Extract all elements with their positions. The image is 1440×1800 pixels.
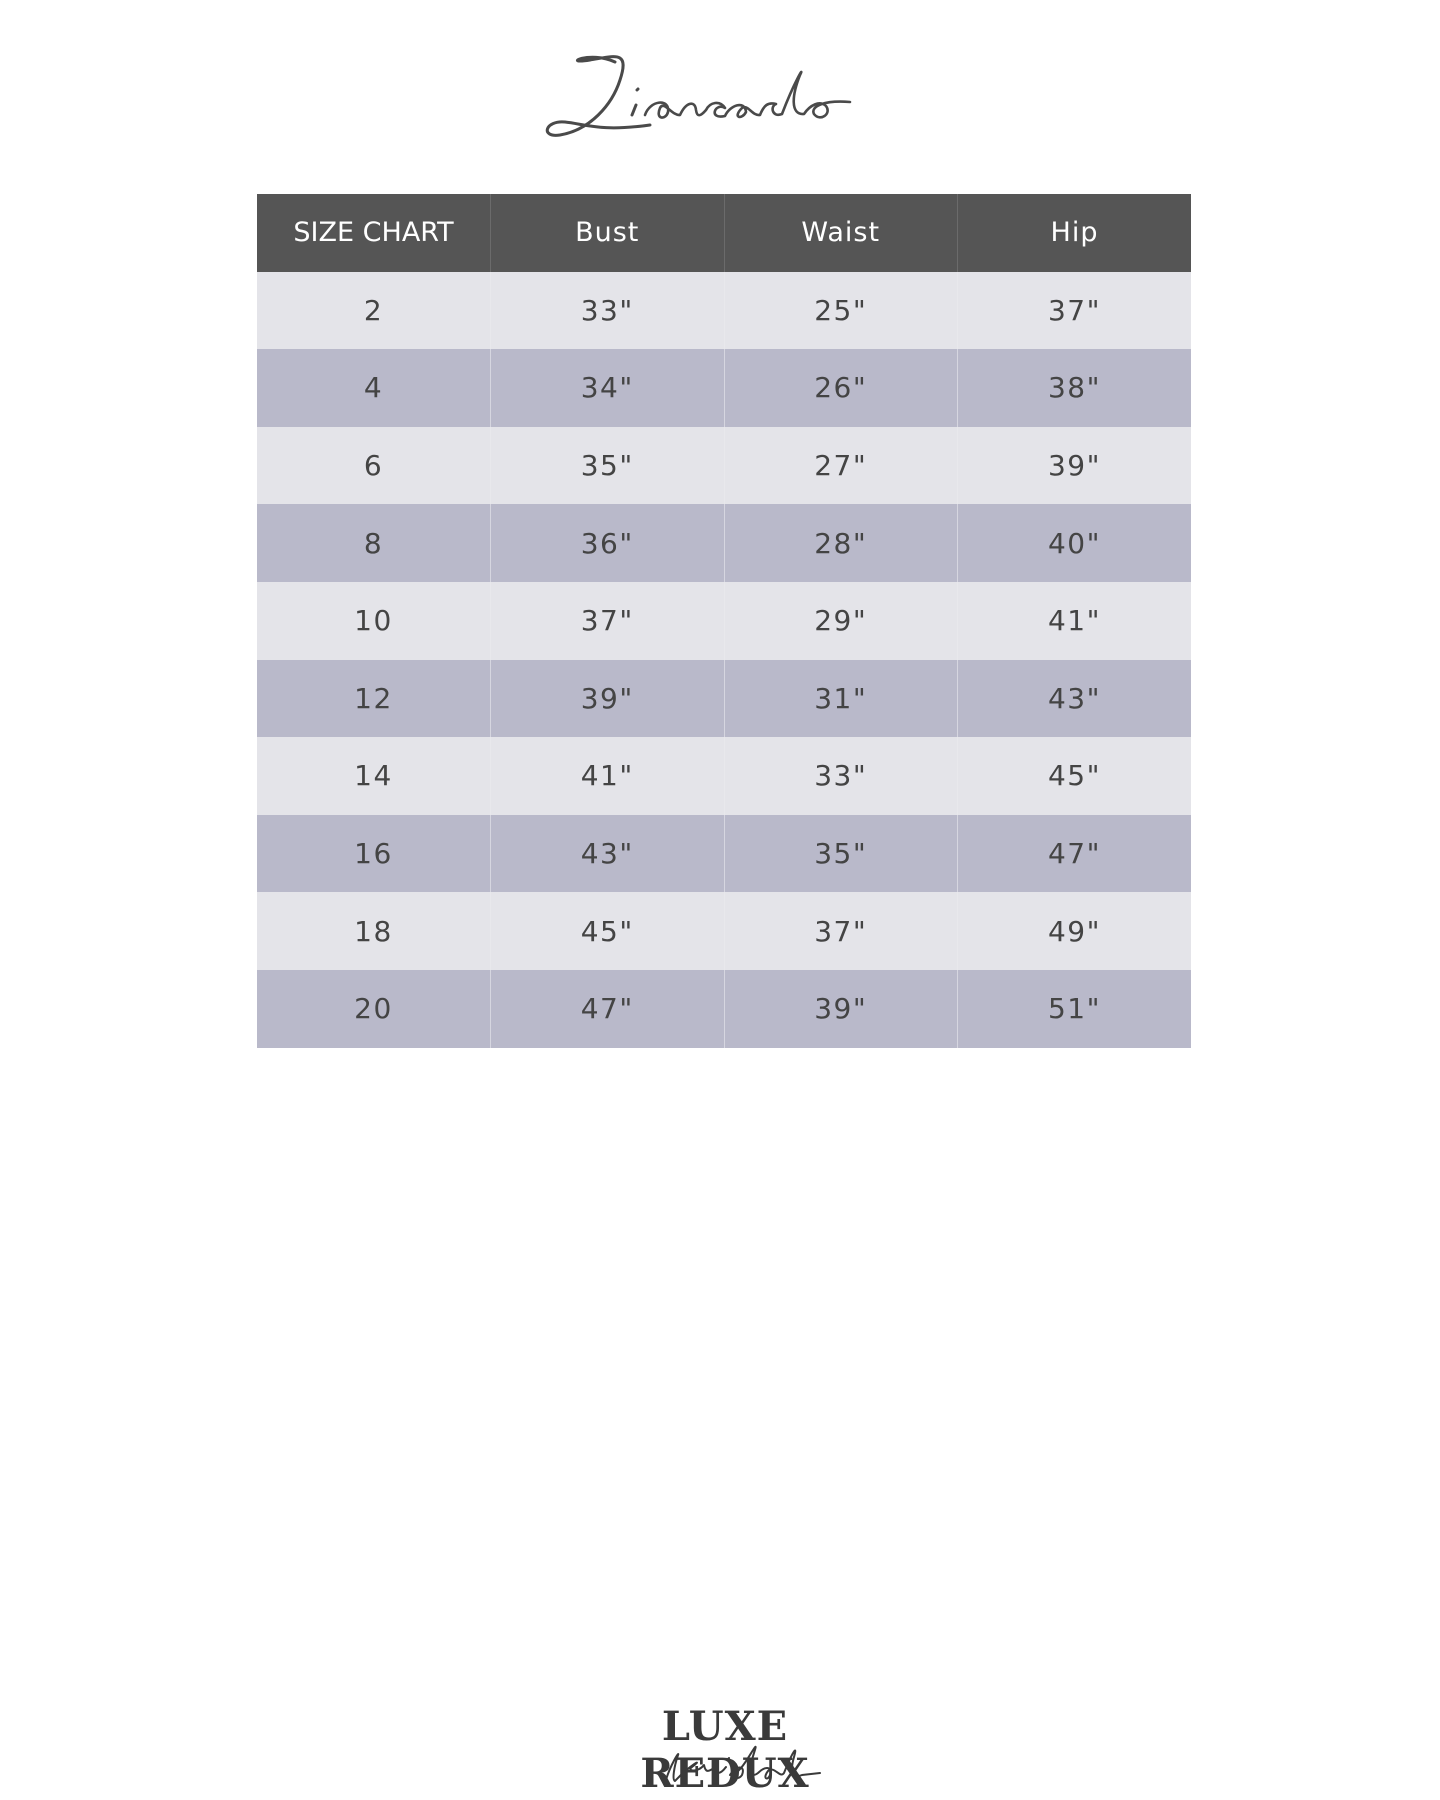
footer-brand-title: LUXE REDUX: [640, 1703, 810, 1797]
waist-cell: 39": [724, 970, 958, 1048]
size-cell: 18: [257, 892, 491, 970]
size-cell: 6: [257, 427, 491, 505]
hip-cell: 45": [958, 737, 1192, 815]
waist-cell: 33": [724, 737, 958, 815]
bust-cell: 35": [491, 427, 725, 505]
hip-cell: 43": [958, 660, 1192, 738]
table-row: [257, 582, 1191, 660]
waist-cell: 27": [724, 427, 958, 505]
bust-cell: 33": [491, 272, 725, 350]
size-cell: 10: [257, 582, 491, 660]
hip-cell: 37": [958, 272, 1192, 350]
bust-cell: 47": [491, 970, 725, 1048]
column-header-bust: Bust: [491, 194, 725, 272]
hip-cell: 47": [958, 815, 1192, 893]
hip-cell: 51": [958, 970, 1192, 1048]
size-cell: 14: [257, 737, 491, 815]
bust-cell: 43": [491, 815, 725, 893]
waist-cell: 26": [724, 349, 958, 427]
size-chart-table: [257, 194, 1191, 1048]
table-row: [257, 737, 1191, 815]
hip-cell: 38": [958, 349, 1192, 427]
waist-cell: 37": [724, 892, 958, 970]
size-cell: 2: [257, 272, 491, 350]
waist-cell: 25": [724, 272, 958, 350]
waist-cell: 29": [724, 582, 958, 660]
size-cell: 8: [257, 504, 491, 582]
column-header-waist: Waist: [724, 194, 958, 272]
bust-cell: 41": [491, 737, 725, 815]
hip-cell: 49": [958, 892, 1192, 970]
waist-cell: 35": [724, 815, 958, 893]
waist-cell: 31": [724, 660, 958, 738]
size-cell: 4: [257, 349, 491, 427]
table-row: [257, 427, 1191, 505]
table-row: [257, 815, 1191, 893]
size-cell: 16: [257, 815, 491, 893]
bust-cell: 45": [491, 892, 725, 970]
table-row: [257, 970, 1191, 1048]
footer-logo: [580, 1695, 870, 1797]
bust-cell: 39": [491, 660, 725, 738]
table-row: [257, 349, 1191, 427]
table-row: [257, 504, 1191, 582]
table-header-row: [257, 194, 1191, 272]
bust-cell: 34": [491, 349, 725, 427]
table-row: [257, 660, 1191, 738]
brand-logo: [520, 20, 920, 150]
size-cell: 12: [257, 660, 491, 738]
hip-cell: 39": [958, 427, 1192, 505]
hip-cell: 40": [958, 504, 1192, 582]
brand-script-logo: [520, 20, 920, 150]
waist-cell: 28": [724, 504, 958, 582]
hip-cell: 41": [958, 582, 1192, 660]
bust-cell: 37": [491, 582, 725, 660]
column-header-size: SIZE CHART: [257, 194, 491, 272]
table-row: [257, 892, 1191, 970]
bust-cell: 36": [491, 504, 725, 582]
size-cell: 20: [257, 970, 491, 1048]
column-header-hip: Hip: [958, 194, 1192, 272]
table-row: [257, 272, 1191, 350]
